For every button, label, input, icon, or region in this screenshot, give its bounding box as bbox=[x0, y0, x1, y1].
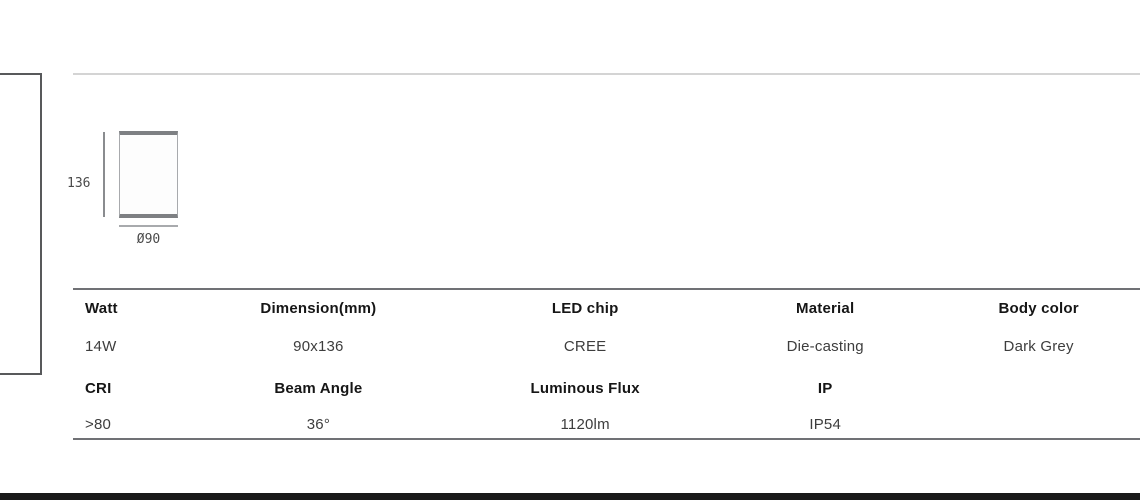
spec-value-led-chip: CREE bbox=[563, 337, 607, 355]
spec-header-led-chip: LED chip bbox=[551, 299, 619, 317]
spec-header-body-color: Body color bbox=[998, 299, 1079, 317]
spec-value-body-color: Dark Grey bbox=[1003, 337, 1074, 355]
left-cutoff-panel bbox=[0, 73, 42, 375]
spec-value-cri: >80 bbox=[85, 415, 112, 433]
spec-header-row-1 bbox=[73, 289, 1140, 326]
footer-bar bbox=[0, 493, 1140, 500]
spec-header-ip: IP bbox=[817, 379, 833, 397]
diameter-dimension-label: Ø90 bbox=[136, 232, 161, 247]
spec-value-watt: 14W bbox=[85, 337, 117, 355]
spec-value-beam-angle: 36° bbox=[306, 415, 331, 433]
spec-header-row-2 bbox=[73, 366, 1140, 410]
spec-header-watt: Watt bbox=[85, 299, 118, 317]
diameter-dimension-line bbox=[119, 225, 178, 227]
fixture-outline bbox=[119, 131, 178, 218]
spec-header-material: Material bbox=[796, 299, 855, 317]
spec-value-ip: IP54 bbox=[809, 415, 842, 433]
spec-header-cri: CRI bbox=[85, 379, 112, 397]
height-dimension-line bbox=[103, 132, 105, 217]
spec-value-dimension: 90x136 bbox=[293, 337, 344, 355]
top-divider-rule bbox=[73, 73, 1140, 75]
spec-value-row-2 bbox=[73, 410, 1140, 439]
spec-header-luminous-flux: Luminous Flux bbox=[530, 379, 640, 397]
spec-header-empty bbox=[937, 366, 1140, 410]
height-dimension-label: 136 bbox=[67, 176, 91, 191]
spec-header-beam-angle: Beam Angle bbox=[274, 379, 363, 397]
spec-value-empty bbox=[937, 410, 1140, 439]
spec-value-row-1 bbox=[73, 326, 1140, 366]
spec-value-material: Die-casting bbox=[786, 337, 864, 355]
spec-table bbox=[73, 288, 1140, 440]
spec-header-dimension: Dimension(mm) bbox=[260, 299, 377, 317]
spec-value-luminous-flux: 1120lm bbox=[560, 415, 610, 433]
